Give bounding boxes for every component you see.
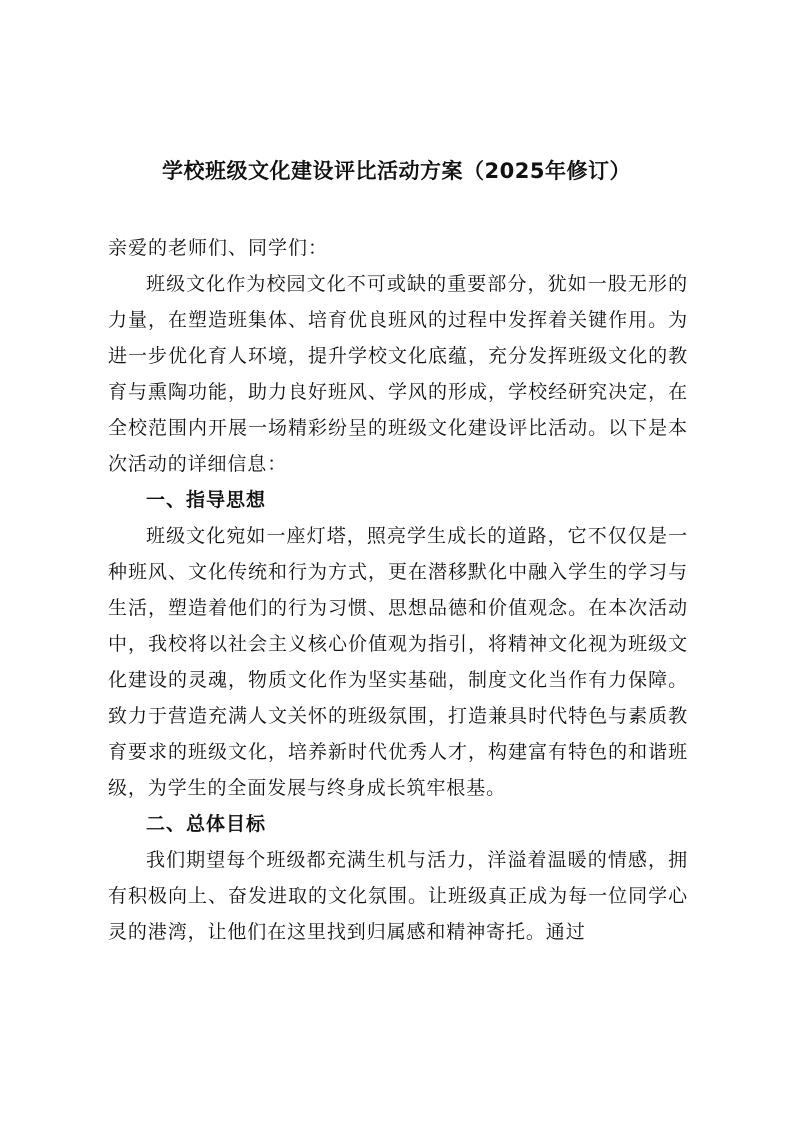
document-body	[108, 230, 688, 950]
intro-paragraph: 班级文化作为校园文化不可或缺的重要部分，犹如一股无形的力量，在塑造班集体、培育优良班风的过程中发挥着关键作用。为进一步优化育人环境，提升学校文化底蕴，充分发挥班级文化的教育与熏陶功能，助力良好班风、学风的形成，学校经研究决定，在全校范围内开展一场精彩纷呈的班级文化建设评比活动。以下是本次活动的详细信息：	[108, 273, 688, 475]
section-heading-guiding-ideology: 一、指导思想	[146, 489, 267, 511]
section-paragraph-overall-goal: 我们期望每个班级都充满生机与活力，洋溢着温暖的情感，拥有积极向上、奋发进取的文化氛围。让班级真正成为每一位同学心灵的港湾，让他们在这里找到归属感和精神寄托。通过	[108, 849, 688, 943]
section-heading-overall-goal: 二、总体目标	[146, 813, 267, 835]
document-title: 学校班级文化建设评比活动方案（2025年修订）	[162, 159, 631, 183]
section-paragraph-guiding-ideology: 班级文化宛如一座灯塔，照亮学生成长的道路，它不仅仅是一种班风、文化传统和行为方式，更在潜移默化中融入学生的学习与生活，塑造着他们的行为习惯、思想品德和价值观念。在本次活动中，我校将以社会主义核心价值观为指引，将精神文化视为班级文化建设的灵魂，物质文化作为坚实基础，制度文化当作有力保障。致力于营造充满人文关怀的班级氛围，打造兼具时代特色与素质教育要求的班级文化，培养新时代优秀人才，构建富有特色的和谐班级，为学生的全面发展与终身成长筑牢根基。	[108, 525, 688, 799]
salutation: 亲爱的老师们、同学们：	[108, 237, 329, 259]
